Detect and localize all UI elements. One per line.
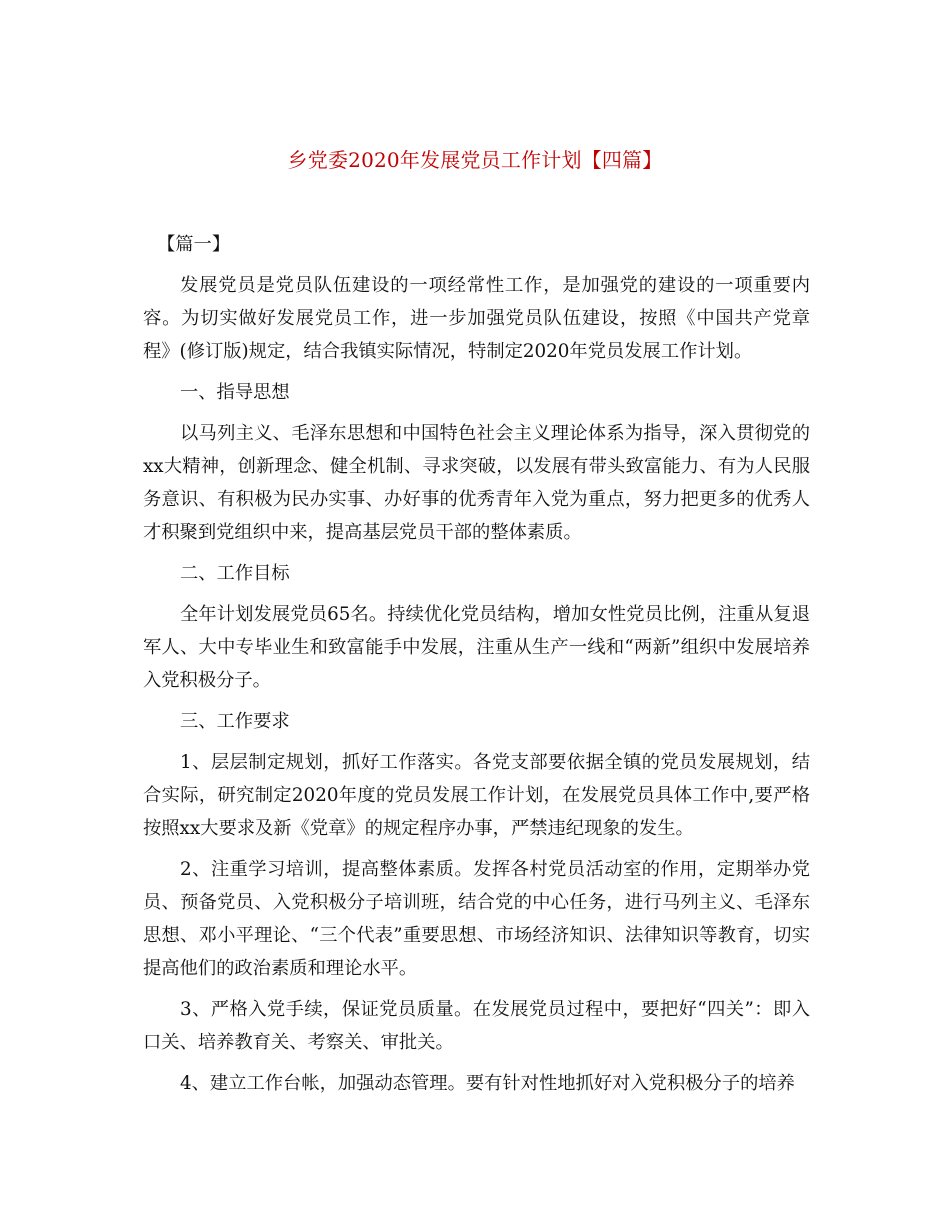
paragraph-intro: 发展党员是党员队伍建设的一项经常性工作，是加强党的建设的一项重要内容。为切实做好发展党员工作，进一步加强党员队伍建设，按照《中国共产党章程》(修订版)规定，结合我镇实际情况，特制定2020年党员发展工作计划。	[143, 275, 810, 362]
paragraph-requirement-4: 4、建立工作台帐，加强动态管理。要有针对性地抓好对入党积极分子的培养	[180, 1073, 795, 1094]
paragraph-requirement-1: 1、层层制定规划，抓好工作落实。各党支部要依据全镇的党员发展规划，结合实际，研究制定2020年度的党员发展工作计划，在发展党员具体工作中,要严格按照xx大要求及新《党章》的规定程序办事，严禁违纪现象的发生。	[143, 752, 810, 839]
paragraph-guiding-ideology: 以马列主义、毛泽东思想和中国特色社会主义理论体系为指导，深入贯彻党的xx大精神，创新理念、健全机制、寻求突破，以发展有带头致富能力、有为人民服务意识、有积极为民办实事、办好事的优秀青年入党为重点，努力把更多的优秀人才积聚到党组织中来，提高基层党员干部的整体素质。	[143, 423, 810, 543]
paragraph-work-goals: 全年计划发展党员65名。持续优化党员结构，增加女性党员比例，注重从复退军人、大中专毕业生和致富能手中发展，注重从生产一线和“两新”组织中发展培养入党积极分子。	[143, 604, 810, 691]
paragraph-requirement-3: 3、严格入党手续，保证党员质量。在发展党员过程中，要把好“四关”：即入口关、培养教育关、考察关、审批关。	[143, 999, 810, 1053]
heading-work-goals: 二、工作目标	[180, 563, 290, 584]
heading-guiding-ideology: 一、指导思想	[180, 382, 290, 403]
paragraph-requirement-2: 2、注重学习培训，提高整体素质。发挥各村党员活动室的作用，定期举办党员、预备党员、入党积极分子培训班，结合党的中心任务，进行马列主义、毛泽东思想、邓小平理论、“三个代表”重要思想、市场经济知识、法律知识等教育，切实提高他们的政治素质和理论水平。	[143, 859, 810, 979]
heading-work-requirements: 三、工作要求	[180, 711, 290, 732]
document-body	[143, 228, 810, 1108]
section-label-part-one: 【篇一】	[157, 234, 231, 255]
document-title: 乡党委2020年发展党员工作计划【四篇】	[287, 148, 663, 172]
